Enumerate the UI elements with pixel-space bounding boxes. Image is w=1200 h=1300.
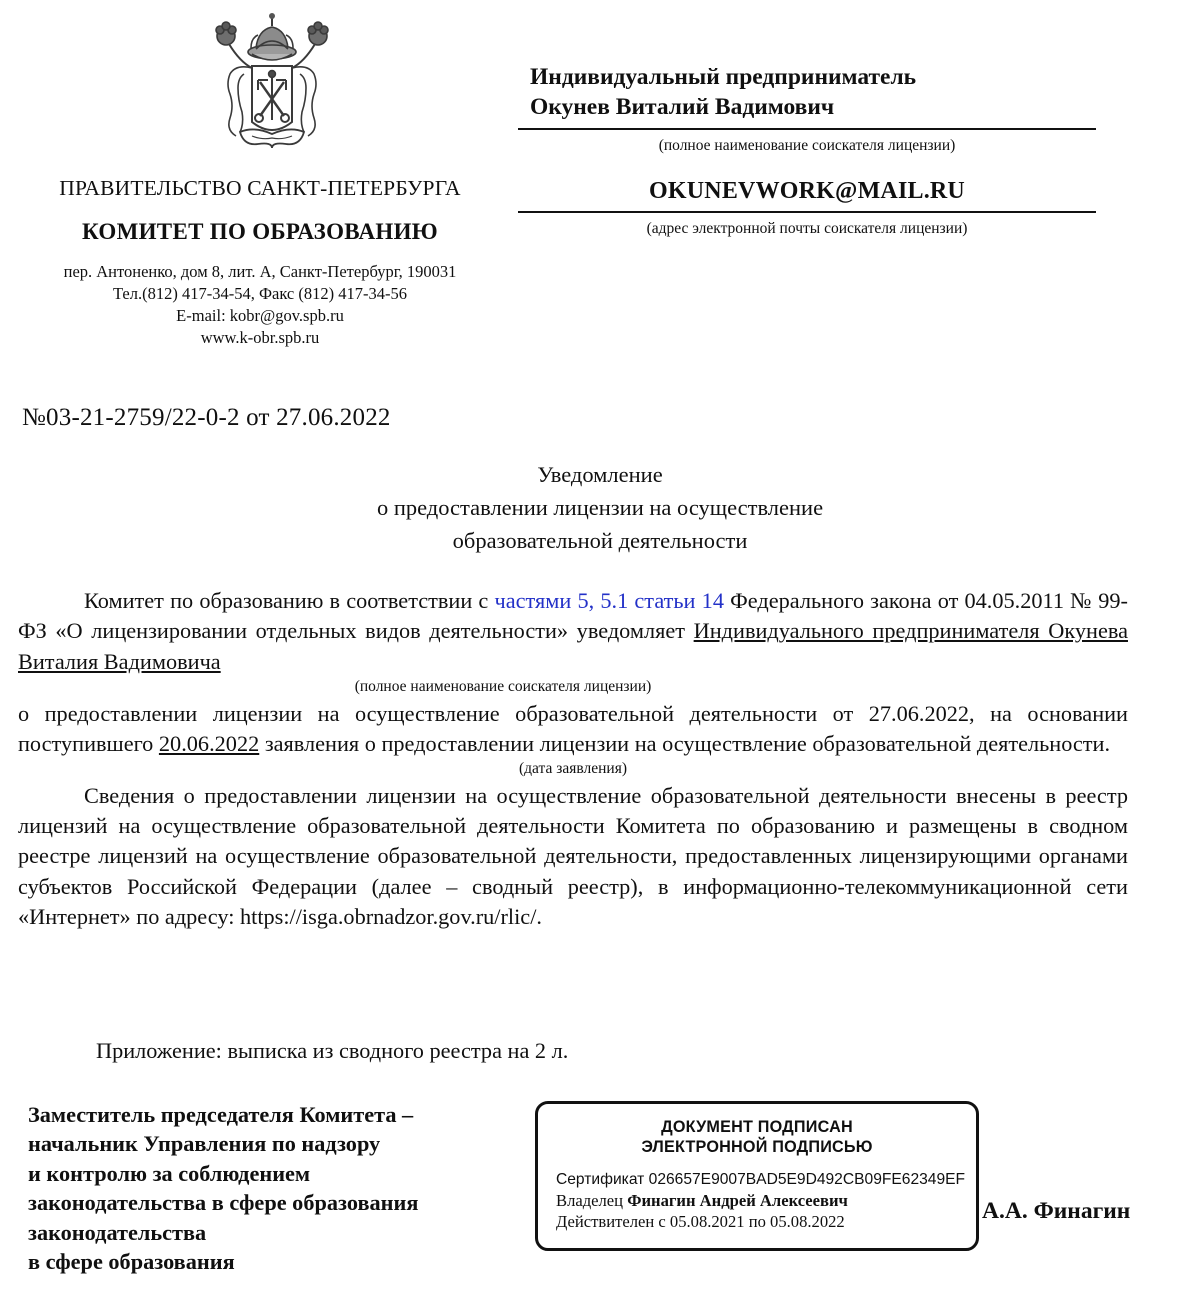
signatory-title-line-4: законодательства в сфере образования — [28, 1190, 419, 1216]
signatory-title-line-2: начальник Управления по надзору — [28, 1131, 381, 1157]
applicant-name-caption: (полное наименование соискателя лицензии) — [354, 677, 652, 695]
addressee-email: OKUNEVWORK@MAIL.RU — [649, 177, 965, 204]
paragraph-3: Сведения о предоставлении лицензии на осуществление образовательной деятельности внесены в реестр лицензий на осуществление образовательной деятельности Комитета по образованию и размещены в сводном реестре лицензий на осуществление образовательной деятельности, предоставленных лицензирующими органами субъектов Российской Федерации (далее – сводный реестр), в информационно-телекоммуникационной сети «Интернет» по адресу: https://isga.obrnadzor.gov.ru/rlic/. — [18, 782, 1128, 929]
application-date-caption: (дата заявления) — [519, 760, 627, 778]
signatory-title-line-5: законодательства — [28, 1219, 207, 1245]
stamp-heading-line-1: ДОКУМЕНТ ПОДПИСАН — [661, 1118, 853, 1136]
title-line-1: Уведомление — [537, 462, 663, 487]
contact-phone: Тел.(812) 417-34-54, Факс (812) 417-34-56 — [112, 284, 407, 304]
government-line: ПРАВИТЕЛЬСТВО САНКТ-ПЕТЕРБУРГА — [59, 176, 461, 200]
signatory-title-line-3: и контролю за соблюдением — [28, 1160, 311, 1186]
document-body — [18, 586, 1128, 932]
paragraph-1-middle: Федерального закона от 04.05.2011 № 99-ФЗ «О лицензировании отдельных видов деятельности» уведомляет — [18, 588, 1128, 644]
signatory-title-line-1: Заместитель председателя Комитета – — [28, 1102, 414, 1127]
paragraph-1 — [18, 586, 1128, 677]
paragraph-2 — [18, 699, 1128, 760]
signatory-title-line-6: в сфере образования — [28, 1249, 235, 1275]
stamp-details — [538, 1170, 976, 1232]
application-date: 20.06.2022 — [158, 730, 260, 756]
signatory-title — [28, 1100, 528, 1277]
electronic-signature-stamp — [535, 1101, 979, 1251]
committee-line: КОМИТЕТ ПО ОБРАЗОВАНИЮ — [82, 218, 438, 244]
document-number-and-date: №03-21-2759/22-0-2 от 27.06.2022 — [22, 404, 391, 431]
contact-address: пер. Антоненко, дом 8, лит. А, Санкт-Петербург, 190031 — [63, 262, 457, 282]
law-article-link[interactable]: частями 5, 5.1 статьи 14 — [494, 588, 724, 613]
contact-website: www.k-obr.spb.ru — [200, 328, 320, 348]
addressee-email-caption: (адрес электронной почты соискателя лицензии) — [646, 219, 968, 237]
saint-petersburg-coat-of-arms-icon — [196, 8, 348, 166]
paragraph-1-lead: Комитет по образованию в соответствии с — [84, 588, 495, 613]
stamp-certificate-value: 026657E9007BAD5E9D492CB09FE62349EF — [648, 1170, 966, 1188]
addressee-name-rule — [518, 128, 1096, 130]
letterhead-header — [0, 0, 1200, 380]
issuing-organization — [0, 176, 520, 349]
addressee-name-line-2: Окунев Виталий Вадимович — [530, 94, 835, 121]
organization-contacts — [0, 261, 520, 349]
contact-email: E-mail: kobr@gov.spb.ru — [176, 306, 344, 326]
applicant-full-name: Индивидуального предпринимателя Окунева Виталия Вадимовича — [18, 618, 1128, 674]
stamp-owner-label: Владелец — [556, 1190, 628, 1210]
title-line-3: образовательной деятельности — [452, 528, 748, 554]
appendix-line: Приложение: выписка из сводного реестра на 2 л. — [96, 1038, 569, 1063]
stamp-certificate-label: Сертификат — [556, 1170, 649, 1188]
addressee-block — [518, 62, 1096, 238]
title-line-2: о предоставлении лицензии на осуществление — [376, 495, 824, 521]
addressee-email-rule — [518, 211, 1096, 213]
stamp-heading-line-2: ЭЛЕКТРОННОЙ ПОДПИСЬЮ — [641, 1138, 873, 1157]
stamp-heading — [538, 1117, 976, 1158]
document-title — [0, 458, 1200, 557]
stamp-validity-line: Действителен с 05.08.2021 по 05.08.2022 — [556, 1212, 845, 1231]
paragraph-2-part-2: заявления о предоставлении лицензии на осуществление образовательной деятельности. — [259, 730, 1111, 756]
signer-name: А.А. Финагин — [982, 1198, 1131, 1224]
stamp-owner-line — [556, 1190, 976, 1211]
paragraph-2-part-1: о предоставлении лицензии на осуществление образовательной деятельности от 27.06.2022, на основании поступившего — [18, 700, 1128, 756]
addressee-name-line-1: Индивидуальный предприниматель — [530, 64, 917, 90]
addressee-name-caption: (полное наименование соискателя лицензии) — [658, 137, 956, 155]
stamp-certificate-line — [556, 1170, 976, 1190]
addressee-name — [518, 62, 1096, 122]
stamp-owner-value: Финагин Андрей Алексеевич — [627, 1190, 848, 1210]
